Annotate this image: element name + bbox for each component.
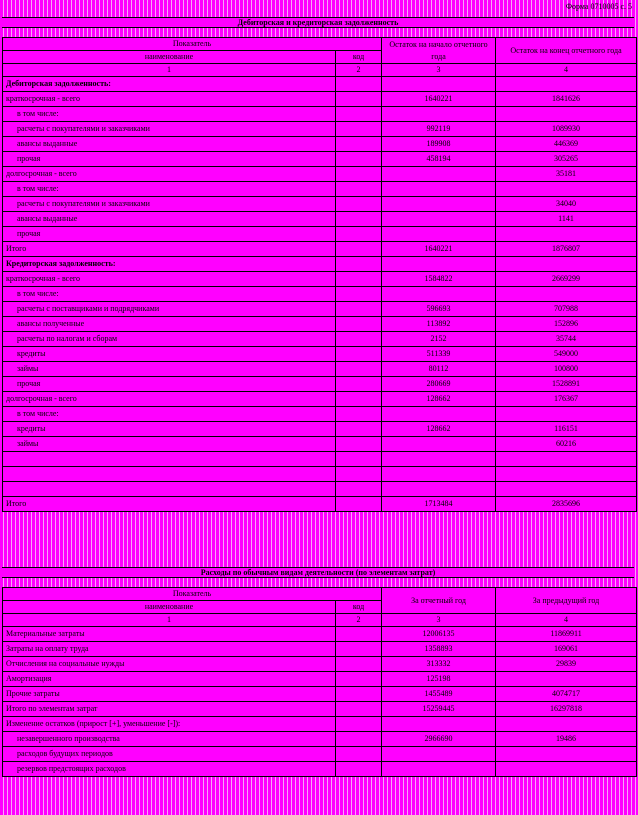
row-value-cur: 12006135 bbox=[382, 627, 496, 642]
row-value-start: 596693 bbox=[382, 302, 496, 317]
table-row bbox=[3, 242, 637, 257]
form-label: Форма 0710005 с. 5 bbox=[565, 2, 632, 11]
row-code bbox=[336, 732, 382, 747]
row-value-prev bbox=[496, 762, 637, 777]
row-value-prev bbox=[496, 717, 637, 732]
col-num-3: 3 bbox=[382, 64, 496, 77]
table-row bbox=[3, 302, 637, 317]
row-code bbox=[336, 392, 382, 407]
row-code bbox=[336, 642, 382, 657]
row-value-start bbox=[382, 452, 496, 467]
row-code bbox=[336, 152, 382, 167]
row-name: краткосрочная - всего bbox=[3, 272, 336, 287]
header2-indicator: Показатель bbox=[3, 588, 382, 601]
row-code bbox=[336, 302, 382, 317]
row-code bbox=[336, 627, 382, 642]
row-value-cur: 15259445 bbox=[382, 702, 496, 717]
col2-num-3: 3 bbox=[382, 614, 496, 627]
row-code bbox=[336, 407, 382, 422]
table-row bbox=[3, 317, 637, 332]
row-code bbox=[336, 762, 382, 777]
receivables-payables-table bbox=[2, 37, 637, 512]
row-value-start bbox=[382, 227, 496, 242]
row-name: авансы полученные bbox=[3, 317, 336, 332]
row-code bbox=[336, 272, 382, 287]
table-row bbox=[3, 657, 637, 672]
table-row bbox=[3, 672, 637, 687]
row-value-end bbox=[496, 107, 637, 122]
row-value-prev: 4074717 bbox=[496, 687, 637, 702]
row-code bbox=[336, 77, 382, 92]
row-code bbox=[336, 137, 382, 152]
row-value-prev bbox=[496, 672, 637, 687]
row-value-start bbox=[382, 197, 496, 212]
row-value-start: 1713484 bbox=[382, 497, 496, 512]
row-name: долгосрочная - всего bbox=[3, 392, 336, 407]
row-code bbox=[336, 167, 382, 182]
row-value-cur: 2966690 bbox=[382, 732, 496, 747]
row-value-end: 100800 bbox=[496, 362, 637, 377]
table-row bbox=[3, 257, 637, 272]
row-code bbox=[336, 242, 382, 257]
row-value-end: 1089930 bbox=[496, 122, 637, 137]
row-value-prev: 11869911 bbox=[496, 627, 637, 642]
row-code bbox=[336, 672, 382, 687]
row-code bbox=[336, 122, 382, 137]
table-row bbox=[3, 122, 637, 137]
table-row bbox=[3, 452, 637, 467]
row-name: в том числе: bbox=[3, 407, 336, 422]
table-row bbox=[3, 107, 637, 122]
row-code bbox=[336, 747, 382, 762]
col-num-1: 1 bbox=[3, 64, 336, 77]
col2-num-4: 4 bbox=[496, 614, 637, 627]
row-value-cur: 125198 bbox=[382, 672, 496, 687]
row-value-prev: 29839 bbox=[496, 657, 637, 672]
row-name: Итого bbox=[3, 497, 336, 512]
row-name: авансы выданные bbox=[3, 137, 336, 152]
row-code bbox=[336, 437, 382, 452]
row-value-start bbox=[382, 467, 496, 482]
row-value-prev bbox=[496, 747, 637, 762]
row-value-end bbox=[496, 182, 637, 197]
row-value-start: 992119 bbox=[382, 122, 496, 137]
header-indicator: Показатель bbox=[3, 38, 382, 51]
row-value-end bbox=[496, 287, 637, 302]
row-name: в том числе: bbox=[3, 182, 336, 197]
row-name: Итого по элементам затрат bbox=[3, 702, 336, 717]
row-value-end: 35744 bbox=[496, 332, 637, 347]
row-code bbox=[336, 257, 382, 272]
row-name: Материальные затраты bbox=[3, 627, 336, 642]
row-code bbox=[336, 452, 382, 467]
row-code bbox=[336, 347, 382, 362]
row-value-end: 446369 bbox=[496, 137, 637, 152]
row-value-end: 1876807 bbox=[496, 242, 637, 257]
row-name: кредиты bbox=[3, 422, 336, 437]
table-row bbox=[3, 377, 637, 392]
row-value-start bbox=[382, 107, 496, 122]
row-value-end: 2835696 bbox=[496, 497, 637, 512]
row-value-start: 1640221 bbox=[382, 92, 496, 107]
row-name: Кредиторская задолженность: bbox=[3, 257, 336, 272]
row-value-end bbox=[496, 467, 637, 482]
row-value-prev: 169061 bbox=[496, 642, 637, 657]
row-value-start: 511339 bbox=[382, 347, 496, 362]
row-name: краткосрочная - всего bbox=[3, 92, 336, 107]
section2-title: Расходы по обычным видам деятельности (по элементам затрат) bbox=[2, 567, 634, 578]
table-row bbox=[3, 347, 637, 362]
row-name bbox=[3, 452, 336, 467]
row-value-cur: 1455489 bbox=[382, 687, 496, 702]
header-code: код bbox=[336, 51, 382, 64]
row-value-cur: 313332 bbox=[382, 657, 496, 672]
row-name: прочая bbox=[3, 377, 336, 392]
header2-current: За отчетный год bbox=[382, 588, 496, 614]
table-row bbox=[3, 762, 637, 777]
table-row bbox=[3, 482, 637, 497]
row-value-cur bbox=[382, 747, 496, 762]
row-code bbox=[336, 212, 382, 227]
row-name: кредиты bbox=[3, 347, 336, 362]
table-row bbox=[3, 77, 637, 92]
table-row bbox=[3, 167, 637, 182]
row-name: Дебиторская задолженность: bbox=[3, 77, 336, 92]
row-value-end bbox=[496, 257, 637, 272]
col-num-4: 4 bbox=[496, 64, 637, 77]
row-code bbox=[336, 317, 382, 332]
header2-name: наименование bbox=[3, 601, 336, 614]
row-code bbox=[336, 497, 382, 512]
row-name: Затраты на оплату труда bbox=[3, 642, 336, 657]
row-value-prev: 19486 bbox=[496, 732, 637, 747]
row-name: незавершенного производства bbox=[3, 732, 336, 747]
row-code bbox=[336, 332, 382, 347]
row-value-end: 549000 bbox=[496, 347, 637, 362]
row-code bbox=[336, 92, 382, 107]
table-row bbox=[3, 717, 637, 732]
row-value-start: 1640221 bbox=[382, 242, 496, 257]
table-row bbox=[3, 437, 637, 452]
row-value-start: 280669 bbox=[382, 377, 496, 392]
row-code bbox=[336, 362, 382, 377]
row-name: займы bbox=[3, 362, 336, 377]
row-value-end bbox=[496, 227, 637, 242]
row-value-end: 707988 bbox=[496, 302, 637, 317]
table-row bbox=[3, 212, 637, 227]
table-row bbox=[3, 182, 637, 197]
row-value-end: 1141 bbox=[496, 212, 637, 227]
row-value-start bbox=[382, 212, 496, 227]
row-value-start bbox=[382, 257, 496, 272]
table-row bbox=[3, 152, 637, 167]
table-row bbox=[3, 137, 637, 152]
row-value-cur: 1358893 bbox=[382, 642, 496, 657]
table-row bbox=[3, 422, 637, 437]
row-name: Отчисления на социальные нужды bbox=[3, 657, 336, 672]
row-name bbox=[3, 482, 336, 497]
row-name bbox=[3, 467, 336, 482]
row-value-cur bbox=[382, 717, 496, 732]
row-value-cur bbox=[382, 762, 496, 777]
row-value-end bbox=[496, 482, 637, 497]
row-name: Прочие затраты bbox=[3, 687, 336, 702]
row-value-start: 80112 bbox=[382, 362, 496, 377]
row-value-start bbox=[382, 287, 496, 302]
row-value-start bbox=[382, 167, 496, 182]
row-value-start: 189908 bbox=[382, 137, 496, 152]
row-name: Изменение остатков (прирост [+], уменьшение [-]): bbox=[3, 717, 336, 732]
row-value-start: 113892 bbox=[382, 317, 496, 332]
row-name: в том числе: bbox=[3, 287, 336, 302]
row-value-start bbox=[382, 482, 496, 497]
row-value-end: 176367 bbox=[496, 392, 637, 407]
table-row bbox=[3, 497, 637, 512]
row-name: займы bbox=[3, 437, 336, 452]
row-name: в том числе: bbox=[3, 107, 336, 122]
row-name: прочая bbox=[3, 227, 336, 242]
row-code bbox=[336, 467, 382, 482]
row-name: Амортизация bbox=[3, 672, 336, 687]
row-code bbox=[336, 182, 382, 197]
row-name: расчеты с поставщиками и подрядчиками bbox=[3, 302, 336, 317]
row-value-end: 2669299 bbox=[496, 272, 637, 287]
header-end: Остаток на конец отчетного года bbox=[496, 38, 637, 64]
table-row bbox=[3, 747, 637, 762]
row-value-start: 2152 bbox=[382, 332, 496, 347]
table-row bbox=[3, 362, 637, 377]
row-value-end: 1841626 bbox=[496, 92, 637, 107]
row-value-end: 305265 bbox=[496, 152, 637, 167]
table-row bbox=[3, 702, 637, 717]
row-value-end: 35181 bbox=[496, 167, 637, 182]
row-name: долгосрочная - всего bbox=[3, 167, 336, 182]
table-row bbox=[3, 197, 637, 212]
table-row bbox=[3, 407, 637, 422]
row-name: резервов предстоящих расходов bbox=[3, 762, 336, 777]
row-value-end bbox=[496, 452, 637, 467]
table-row bbox=[3, 687, 637, 702]
table-row bbox=[3, 287, 637, 302]
row-name: расчеты с покупателями и заказчиками bbox=[3, 197, 336, 212]
row-code bbox=[336, 702, 382, 717]
table-row bbox=[3, 627, 637, 642]
row-value-end: 116151 bbox=[496, 422, 637, 437]
row-value-end: 152896 bbox=[496, 317, 637, 332]
table-row bbox=[3, 392, 637, 407]
row-value-end: 34040 bbox=[496, 197, 637, 212]
row-name: расчеты по налогам и сборам bbox=[3, 332, 336, 347]
row-name: расходов будущих периодов bbox=[3, 747, 336, 762]
row-value-end: 60216 bbox=[496, 437, 637, 452]
row-code bbox=[336, 687, 382, 702]
row-name: прочая bbox=[3, 152, 336, 167]
row-code bbox=[336, 422, 382, 437]
header2-previous: За предыдущий год bbox=[496, 588, 637, 614]
row-code bbox=[336, 287, 382, 302]
row-value-start: 458194 bbox=[382, 152, 496, 167]
header-name: наименование bbox=[3, 51, 336, 64]
col2-num-1: 1 bbox=[3, 614, 336, 627]
row-code bbox=[336, 107, 382, 122]
row-code bbox=[336, 482, 382, 497]
row-value-start bbox=[382, 407, 496, 422]
row-code bbox=[336, 197, 382, 212]
table-row bbox=[3, 467, 637, 482]
section1-title: Дебиторская и кредиторская задолженность bbox=[2, 17, 634, 28]
row-name: расчеты с покупателями и заказчиками bbox=[3, 122, 336, 137]
row-value-start bbox=[382, 182, 496, 197]
row-value-start bbox=[382, 77, 496, 92]
table-row bbox=[3, 227, 637, 242]
row-value-start bbox=[382, 437, 496, 452]
row-code bbox=[336, 657, 382, 672]
table-row bbox=[3, 92, 637, 107]
table-row bbox=[3, 642, 637, 657]
row-value-end bbox=[496, 407, 637, 422]
row-value-start: 128662 bbox=[382, 422, 496, 437]
row-name: Итого bbox=[3, 242, 336, 257]
expenses-table bbox=[2, 587, 637, 777]
row-code bbox=[336, 717, 382, 732]
row-value-start: 1584822 bbox=[382, 272, 496, 287]
table-row bbox=[3, 332, 637, 347]
row-value-start: 128662 bbox=[382, 392, 496, 407]
row-code bbox=[336, 377, 382, 392]
col-num-2: 2 bbox=[336, 64, 382, 77]
table-row bbox=[3, 732, 637, 747]
col2-num-2: 2 bbox=[336, 614, 382, 627]
row-code bbox=[336, 227, 382, 242]
row-value-end: 1528891 bbox=[496, 377, 637, 392]
header2-code: код bbox=[336, 601, 382, 614]
table-row bbox=[3, 272, 637, 287]
row-value-prev: 16297818 bbox=[496, 702, 637, 717]
header-start: Остаток на начало отчетного года bbox=[382, 38, 496, 64]
row-name: авансы выданные bbox=[3, 212, 336, 227]
row-value-end bbox=[496, 77, 637, 92]
